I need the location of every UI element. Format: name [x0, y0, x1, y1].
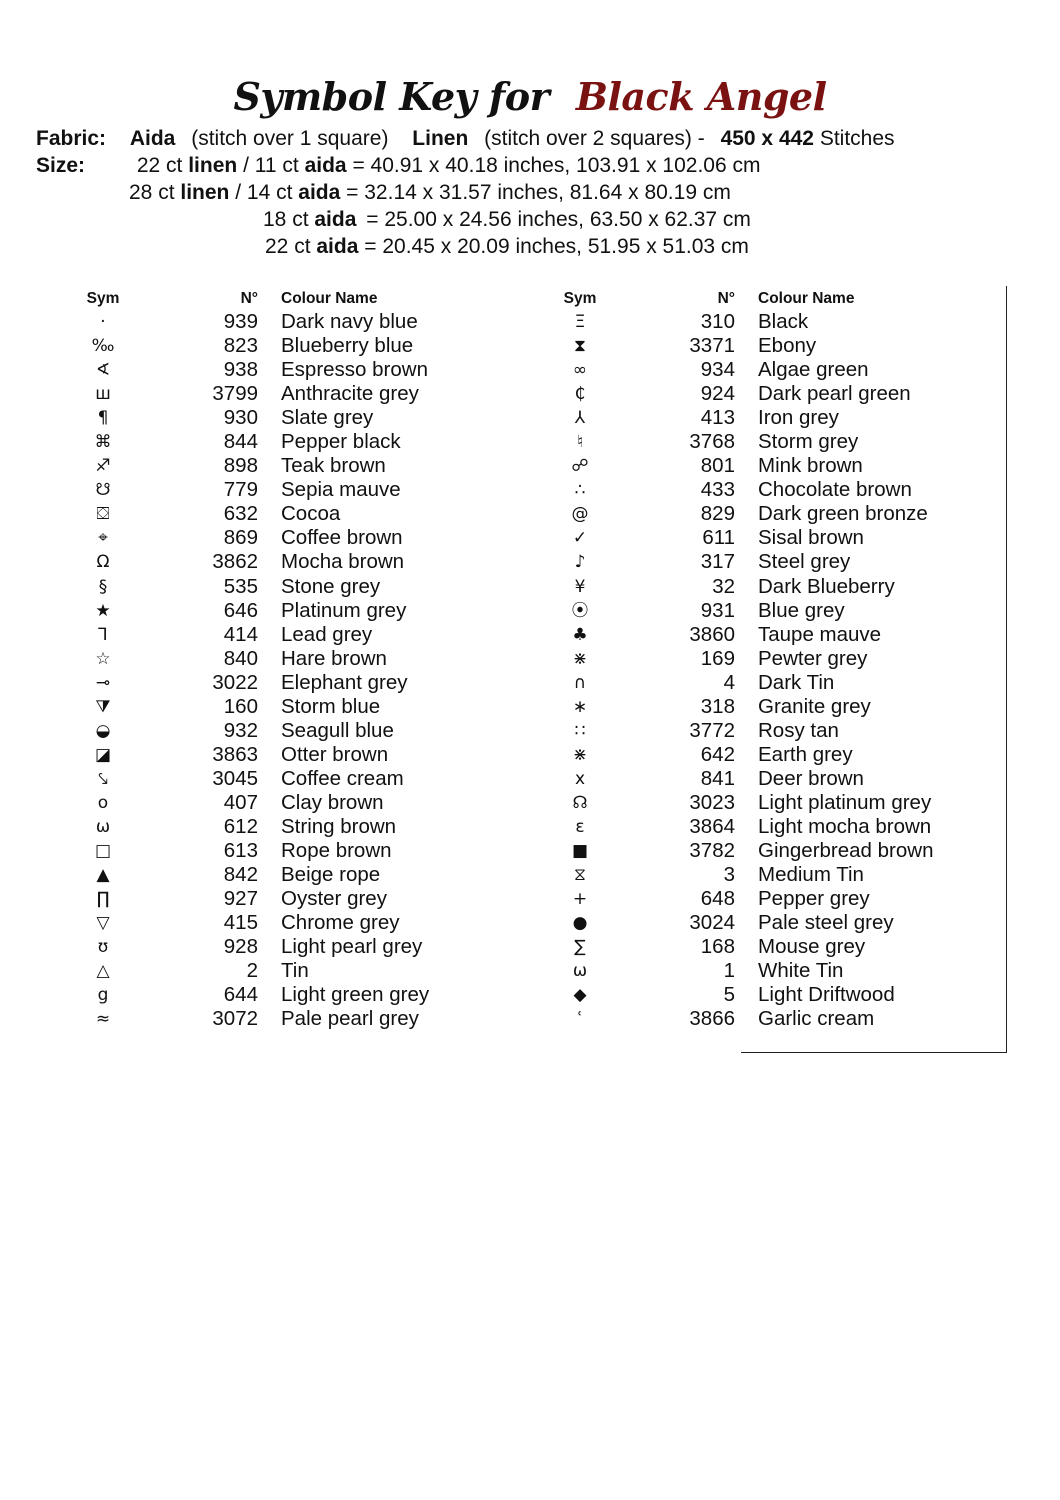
colour-name: Coffee brown: [281, 526, 403, 550]
symbol-glyph: ★: [95, 600, 111, 621]
thread-number: 844: [223, 430, 258, 454]
colour-name: Sepia mauve: [281, 478, 401, 502]
colour-name: Pewter grey: [758, 646, 868, 670]
size-dimensions: = 25.00 x 24.56 inches, 63.50 x 62.37 cm: [366, 208, 751, 231]
symbol-glyph: g: [97, 985, 109, 1006]
colour-name: Stone grey: [281, 574, 381, 598]
colour-name: Anthracite grey: [281, 382, 419, 406]
colour-name: Dark navy blue: [281, 310, 418, 333]
thread-number: 413: [700, 406, 735, 430]
thread-number: 930: [223, 406, 258, 430]
colour-name: Rosy tan: [758, 718, 839, 742]
symbol-glyph: ⧗: [574, 336, 586, 357]
colour-name: Chocolate brown: [758, 478, 912, 502]
symbol-glyph: ∞: [572, 360, 588, 381]
colour-name: Ebony: [758, 334, 817, 358]
thread-number: 3864: [689, 814, 735, 838]
colour-name: Steel grey: [758, 550, 851, 574]
thread-number: 823: [223, 334, 258, 358]
symbol-glyph: ¥: [574, 576, 586, 597]
size-count-alt: / 11 ct: [243, 154, 299, 177]
thread-number: 3772: [689, 718, 735, 742]
thread-number: 801: [700, 454, 735, 478]
header-sym: Sym: [86, 290, 120, 307]
thread-number: 612: [223, 814, 258, 838]
header-num: N°: [717, 290, 735, 307]
symbol-glyph: ∴: [574, 480, 586, 501]
thread-number: 611: [702, 526, 735, 550]
colour-name: Dark pearl green: [758, 382, 911, 406]
thread-number: 169: [700, 646, 735, 670]
symbol-glyph: △: [96, 961, 110, 982]
colour-name: Medium Tin: [758, 863, 864, 887]
symbol-glyph: ∩: [573, 672, 587, 693]
thread-number: 842: [223, 863, 258, 887]
symbol-glyph: Ξ: [574, 312, 586, 332]
symbol-glyph: ✓: [572, 528, 588, 549]
colour-name: Slate grey: [281, 406, 374, 430]
size-fabric: aida: [314, 208, 357, 231]
thread-number: 3045: [212, 766, 258, 790]
thread-number: 160: [223, 694, 258, 718]
thread-number: 841: [700, 766, 735, 790]
symbol-glyph: ∗: [572, 696, 588, 717]
symbol-glyph: ⛋: [96, 504, 110, 525]
colour-name: Chrome grey: [281, 911, 400, 935]
symbol-glyph: ∑: [574, 937, 586, 958]
header-num: N°: [240, 290, 258, 307]
thread-number: 3862: [212, 550, 258, 574]
thread-number: 898: [223, 454, 258, 478]
table-border-bottom: [741, 1052, 1007, 1053]
thread-number: 632: [223, 502, 258, 526]
colour-name: Espresso brown: [281, 358, 428, 382]
thread-number: 414: [223, 622, 258, 646]
stitch-dimensions: 450 x 442: [720, 127, 814, 150]
thread-number: 934: [700, 358, 735, 382]
symbol-glyph: ʊ: [97, 937, 109, 958]
table-border-right: [1006, 286, 1007, 1052]
symbol-glyph: ‰: [91, 336, 115, 357]
symbol-glyph: ⊸: [95, 672, 111, 693]
thread-number: 642: [700, 742, 735, 766]
thread-number: 928: [223, 935, 258, 959]
symbol-glyph: @: [571, 504, 589, 525]
thread-number: 433: [700, 478, 735, 502]
thread-number: 613: [223, 839, 258, 863]
size-dimensions: = 32.14 x 31.57 inches, 81.64 x 80.19 cm: [346, 181, 731, 204]
fabric-linen: Linen: [412, 127, 469, 150]
symbol-glyph: ∢: [95, 360, 111, 381]
size-fabric: linen: [188, 154, 238, 177]
symbol-glyph: ω: [95, 816, 111, 837]
symbol-glyph: ₵: [574, 384, 586, 405]
symbol-glyph: ⧖: [574, 865, 586, 886]
colour-name: Otter brown: [281, 742, 389, 766]
symbol-glyph: ∷: [574, 720, 586, 741]
thread-number: 932: [223, 718, 258, 742]
colour-name: Pepper black: [281, 430, 401, 454]
header-name: Colour Name: [758, 290, 855, 307]
thread-number: 3023: [689, 790, 735, 814]
colour-name: Black: [758, 310, 809, 333]
thread-number: 779: [223, 478, 258, 502]
thread-number: 535: [223, 574, 258, 598]
title-prefix: Symbol Key for: [233, 74, 550, 119]
page-title: [0, 74, 1060, 119]
thread-number: 168: [700, 935, 735, 959]
symbol-glyph: ⦿: [571, 600, 589, 621]
thread-number: 938: [223, 358, 258, 382]
thread-number: 5: [723, 983, 735, 1007]
colour-name: Coffee cream: [281, 766, 404, 790]
symbol-glyph: ⌘: [94, 432, 112, 453]
symbol-glyph: ∏: [96, 889, 110, 910]
thread-number: 3024: [689, 911, 735, 935]
thread-number: 415: [223, 911, 258, 935]
symbol-glyph: ♮: [576, 432, 584, 453]
colour-name: Dark Blueberry: [758, 574, 895, 598]
size-count-alt: / 14 ct: [235, 181, 293, 204]
symbol-glyph: ⌖: [98, 528, 108, 549]
size-count: 22 ct: [265, 235, 311, 258]
thread-number: 939: [223, 310, 258, 333]
symbol-glyph: ω: [572, 961, 588, 982]
colour-name: Dark green bronze: [758, 502, 928, 526]
symbol-glyph: □: [94, 841, 112, 862]
symbol-glyph: ʿ: [577, 1009, 583, 1030]
size-count: 28 ct: [129, 181, 175, 204]
symbol-glyph: ⧩: [95, 696, 111, 717]
thread-number: 407: [223, 790, 258, 814]
colour-name: Oyster grey: [281, 887, 387, 911]
size-fabric: linen: [180, 181, 230, 204]
pattern-name: Black Angel: [575, 74, 827, 119]
symbol-glyph: ·: [100, 312, 106, 332]
colour-name: Earth grey: [758, 742, 853, 766]
colour-name: Clay brown: [281, 790, 384, 814]
symbol-glyph: ⅄: [574, 408, 586, 429]
colour-name: Pale steel grey: [758, 911, 894, 935]
thread-number: 1: [723, 959, 735, 983]
thread-number: 644: [223, 983, 258, 1007]
colour-name: Elephant grey: [281, 670, 408, 694]
colour-name: Taupe mauve: [758, 622, 882, 646]
fabric-line: [36, 125, 895, 152]
symbol-glyph: ♣: [572, 624, 588, 645]
symbol-glyph: ▽: [96, 913, 110, 934]
symbol-glyph: Ω: [96, 552, 110, 573]
colour-name: Sisal brown: [758, 526, 864, 550]
thread-number: 3072: [212, 1007, 258, 1031]
thread-number: 318: [700, 694, 735, 718]
symbol-glyph: ■: [571, 841, 589, 862]
colour-name: Iron grey: [758, 406, 839, 430]
colour-name: Beige rope: [281, 863, 381, 887]
size-label: Size:: [36, 154, 86, 177]
stitch-word: Stitches: [819, 127, 895, 150]
thread-number: 3022: [212, 670, 258, 694]
colour-name: Pale pearl grey: [281, 1007, 419, 1031]
thread-number: 3768: [689, 430, 735, 454]
colour-name: Pepper grey: [758, 887, 870, 911]
size-line-2: [129, 179, 731, 206]
symbol-glyph: ε: [575, 816, 585, 837]
thread-number: 648: [700, 887, 735, 911]
symbol-glyph: ⤥: [98, 768, 108, 789]
thread-number: 3799: [212, 382, 258, 406]
colour-name: Teak brown: [281, 454, 386, 478]
symbol-glyph: ♐: [95, 456, 111, 477]
colour-name: Light pearl grey: [281, 935, 423, 959]
header-name: Colour Name: [281, 290, 378, 307]
symbol-glyph: ☋: [95, 480, 111, 501]
colour-name: Deer brown: [758, 766, 864, 790]
size-dimensions: = 40.91 x 40.18 inches, 103.91 x 102.06 cm: [352, 154, 761, 177]
symbol-glyph: ☊: [572, 792, 588, 813]
symbol-glyph: ♪: [574, 552, 586, 573]
thread-number: 2: [246, 959, 258, 983]
thread-number: 317: [700, 550, 735, 574]
colour-name: Tin: [281, 959, 309, 983]
colour-name: Mink brown: [758, 454, 863, 478]
thread-number: 646: [223, 598, 258, 622]
colour-name: Light platinum grey: [758, 790, 932, 814]
fabric-aida: Aida: [129, 127, 176, 150]
thread-number: 829: [700, 502, 735, 526]
colour-name: Gingerbread brown: [758, 839, 934, 863]
fabric-aida-desc: (stitch over 1 square): [191, 127, 389, 150]
symbol-glyph: ▲: [96, 865, 110, 886]
colour-name: Mocha brown: [281, 550, 405, 574]
colour-name: String brown: [281, 814, 397, 838]
header-sym: Sym: [563, 290, 597, 307]
symbol-glyph: ◒: [95, 720, 111, 741]
symbol-glyph: ☍: [571, 456, 589, 477]
size-line-1: [36, 152, 760, 179]
colour-name: Storm grey: [758, 430, 859, 454]
symbol-glyph: ¶: [97, 408, 109, 429]
symbol-glyph: ≈: [95, 1009, 111, 1030]
colour-name: Rope brown: [281, 839, 392, 863]
size-fabric: aida: [316, 235, 359, 258]
colour-name: Storm blue: [281, 694, 381, 718]
symbol-glyph: +: [572, 889, 588, 910]
thread-number: 32: [712, 574, 735, 598]
thread-number: 840: [223, 646, 258, 670]
colour-name: Light green grey: [281, 983, 430, 1007]
colour-name: Seagull blue: [281, 718, 394, 742]
thread-number: 3863: [212, 742, 258, 766]
thread-number: 310: [700, 310, 735, 333]
fabric-label: Fabric:: [36, 127, 107, 150]
size-fabric-alt: aida: [298, 181, 341, 204]
symbol-glyph: o: [97, 792, 109, 813]
symbol-glyph: ☆: [95, 648, 111, 669]
thread-number: 3860: [689, 622, 735, 646]
thread-number: 3371: [689, 334, 735, 358]
colour-name: Blue grey: [758, 598, 845, 622]
thread-number: 3: [723, 863, 735, 887]
colour-name: Granite grey: [758, 694, 871, 718]
size-count: 18 ct: [263, 208, 309, 231]
thread-number: 4: [723, 670, 735, 694]
colour-name: Dark Tin: [758, 670, 835, 694]
fabric-linen-desc: (stitch over 2 squares) -: [484, 127, 705, 150]
size-line-4: [265, 233, 749, 260]
colour-name: Garlic cream: [758, 1007, 875, 1031]
thread-number: 931: [700, 598, 735, 622]
colour-name: Algae green: [758, 358, 869, 382]
colour-name: Light mocha brown: [758, 814, 932, 838]
symbol-glyph: ⅂: [98, 624, 108, 645]
colour-name: White Tin: [758, 959, 844, 983]
colour-name: Hare brown: [281, 646, 387, 670]
thread-number: 869: [223, 526, 258, 550]
symbol-glyph: ◪: [94, 744, 112, 765]
symbol-glyph: ш: [95, 384, 111, 405]
symbol-glyph: ●: [572, 913, 588, 934]
colour-name: Lead grey: [281, 622, 373, 646]
symbol-glyph: ◆: [573, 985, 587, 1006]
colour-name: Blueberry blue: [281, 334, 414, 358]
symbol-glyph: x: [574, 768, 586, 789]
colour-name: Light Driftwood: [758, 983, 895, 1007]
colour-name: Cocoa: [281, 502, 341, 526]
thread-number: 3866: [689, 1007, 735, 1031]
size-line-3: [263, 206, 751, 233]
size-fabric-alt: aida: [304, 154, 347, 177]
symbol-glyph: ⋇: [572, 648, 588, 669]
size-count: 22 ct: [136, 154, 183, 177]
symbol-glyph: ⋇: [572, 744, 588, 765]
colour-name: Platinum grey: [281, 598, 407, 622]
colour-name: Mouse grey: [758, 935, 866, 959]
thread-number: 927: [223, 887, 258, 911]
thread-number: 924: [700, 382, 735, 406]
symbol-glyph: §: [98, 576, 108, 597]
thread-number: 3782: [689, 839, 735, 863]
size-dimensions: = 20.45 x 20.09 inches, 51.95 x 51.03 cm: [364, 235, 749, 258]
